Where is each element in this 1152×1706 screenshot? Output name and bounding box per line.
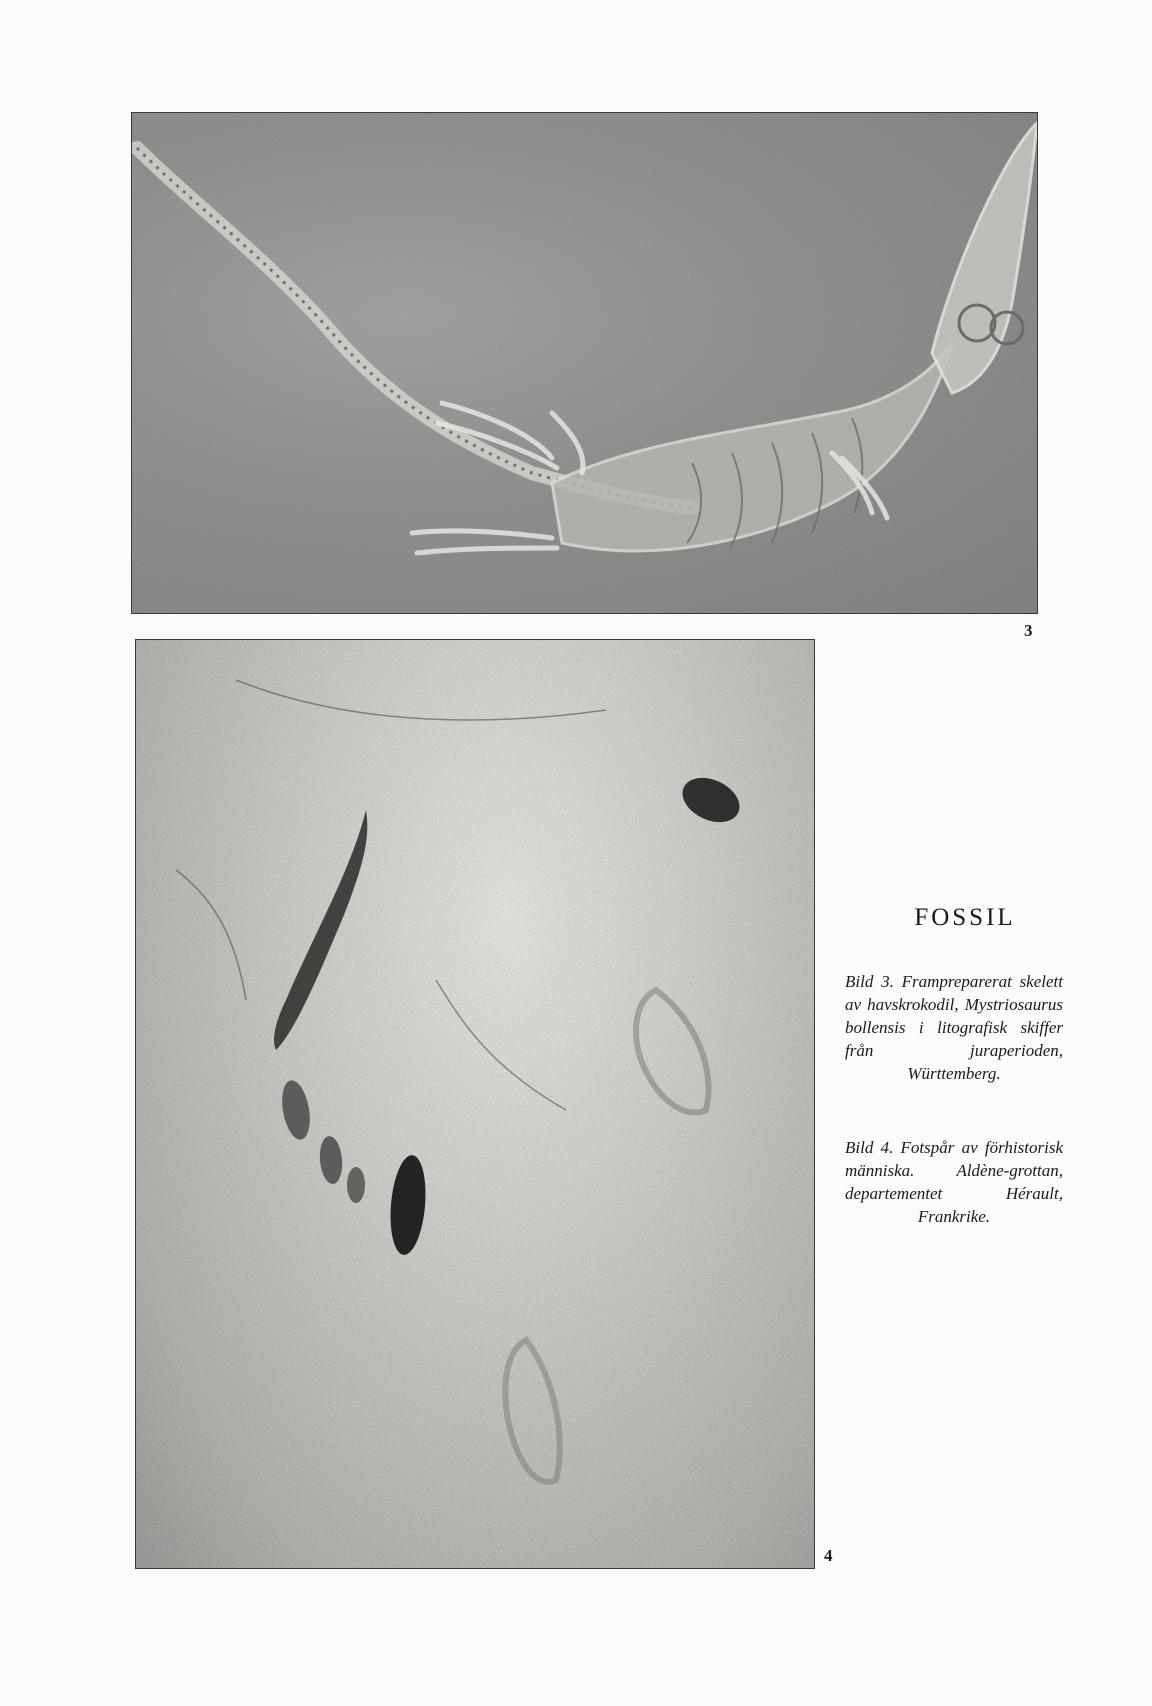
crocodile-fossil-photo xyxy=(131,112,1038,614)
footprint-photo xyxy=(135,639,815,1569)
figure-number-3: 3 xyxy=(1024,621,1033,640)
crocodile-skeleton-illustration xyxy=(132,113,1037,613)
section-title: FOSSIL xyxy=(914,904,1016,931)
figure-number-4: 4 xyxy=(824,1546,833,1565)
footprint-rock-illustration xyxy=(136,640,814,1568)
caption-figure-3: Bild 3. Frampreparerat skelett av havskrokodil, Mystriosaurus bollensis i litografisk skiffer från juraperioden, Württemberg. xyxy=(845,972,1063,1083)
caption-figure-4: Bild 4. Fotspår av förhistorisk människa. Aldène-grottan, departementet Hérault, Frankrike. xyxy=(845,1138,1063,1226)
